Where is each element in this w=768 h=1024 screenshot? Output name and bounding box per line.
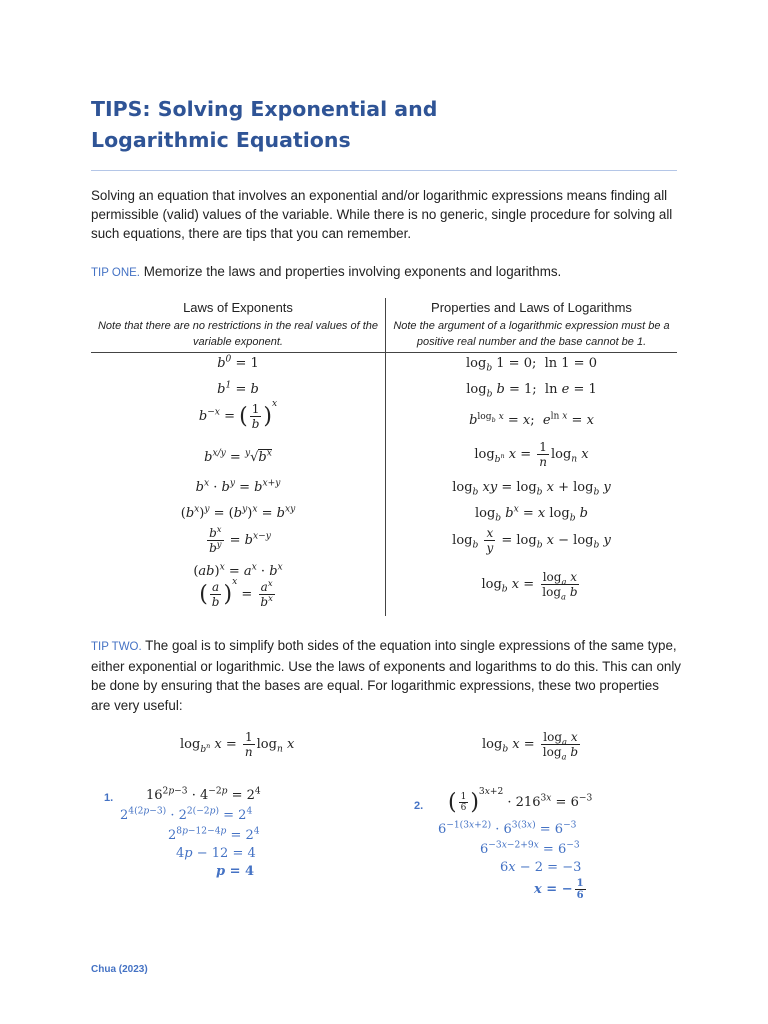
example-two-step-1: $6^{-1(3x+2)} \cdot 6^{3(3x)} = 6^{-3}$ [438,820,577,837]
example-two-number: 2. [414,800,424,812]
exp-law-zero: $b^0 = 1$ [217,354,259,371]
laws-of-logarithms-header: Properties and Laws of Logarithms [431,300,632,315]
example-one-step-1: $2^{4(2p-3)} \cdot 2^{2(-2p)} = 2^4$ [120,806,253,823]
example-two-equation: ( $\frac{1}{6}$ )$^{3x+2} \cdot 216^{3x} = 6^{-3}$ [448,787,593,815]
log-law-inverse: $b^{log_b x} = x$; $e^{ln x} = x$ [469,411,594,428]
exp-law-quotient-power: ( $\frac{a}{b}$ )$^x$ = $\frac{a^x}{b^x}$ [199,577,273,609]
exp-law-product-power: $(ab)^x = a^x \cdot b^x$ [193,562,283,579]
log-law-of-one: $\log_b 1 = 0$; ln 1 = 0 [466,356,597,374]
useful-property-power-base: $\log_{b^n} x$ = $\frac{1}{n}$ $\log_n x$ [180,730,295,759]
log-law-change-of-base: $\log_b x$ = $\frac{\log_a x}{\log_a b}$ [481,570,578,602]
example-one-step-3: 4p − 12 = 4 [176,846,256,861]
example-one-step-2: $2^{8p-12-4p} = 2^4$ [168,826,260,843]
example-one-answer: p = 4 [216,864,255,879]
tip-one-text: Memorize the laws and properties involving exponents and logarithms. [140,264,562,279]
page-title [91,94,691,156]
title-divider [91,170,677,171]
tip-one-label: TIP ONE. [91,267,140,279]
example-one-number: 1. [104,792,114,804]
log-law-product: $\log_b$ xy = $\log_b x + \log_b y$ [452,480,611,498]
log-law-quotient: $\log_b$ $\frac{x}{y}$ = $\log_b x - \log_b y$ [452,526,611,555]
log-law-of-base: $\log_b b = 1$; ln e = 1 [466,382,597,400]
tip-one [91,262,681,283]
exp-law-one: $b^1 = b$ [217,380,259,397]
footer-credit: Chua (2023) [91,964,148,975]
intro-paragraph: Solving an equation that involves an exponential and/or logarithmic expressions means finding all permissible (valid) values of the variable. While there is no generic, single procedure for solving all such equations, there are tips that you can remember. [91,188,673,242]
tip-two-text: The goal is to simplify both sides of the equation into single expressions of the same type, either exponential or logarithmic. Use the laws of exponents and logarithms to do this. This can only be done by ensuring that the bases are equal. For logarithmic expressions, these two properties are very useful: [91,638,682,713]
table-header-rule [91,352,677,353]
tip-two-label: TIP TWO. [91,641,142,653]
example-two-answer: x = − $\frac{1}{6}$ [534,878,584,901]
tip-two [91,636,681,715]
exp-law-quotient: $\frac{b^x}{b^y}$ = $b^{x-y}$ [209,524,271,555]
log-law-power: $\log_b b^x = x$ $\log_b b$ [474,504,588,524]
title-line-2: Logarithmic Equations [91,128,351,152]
laws-of-logarithms-note: Note the argument of a logarithmic expression must be a positive real number and the base cannot be 1. [393,320,670,348]
exp-law-power: $(b^x)^y = (b^y)^x = b^{xy}$ [180,504,296,521]
title-line-1: TIPS: Solving Exponential and [91,97,438,121]
exp-law-fractional: $b^{x/y} = ^y√b^x$ [204,448,272,465]
laws-of-exponents-header: Laws of Exponents [183,300,293,315]
log-law-power-base: $\log_{b^n} x$ = $\frac{1}{n}$ $\log_n x$ [474,440,589,469]
example-one-equation: $16^{2p-3} \cdot 4^{-2p} = 2^4$ [146,786,261,803]
laws-of-exponents-note: Note that there are no restrictions in the real values of the variable exponent. [97,320,379,348]
useful-property-change-of-base: $\log_b x$ = $\frac{\log_a x}{\log_a b}$ [482,730,579,762]
example-two-step-2: $6^{-3x-2+9x} = 6^{-3}$ [480,840,580,857]
exp-law-product: $b^x \cdot b^y = b^{x+y}$ [195,478,281,495]
example-two-step-3: 6x − 2 = −3 [500,860,582,875]
exp-law-negative: $b^{-x}$ = ( $\frac{1}{b}$ )$^x$ [198,399,278,431]
